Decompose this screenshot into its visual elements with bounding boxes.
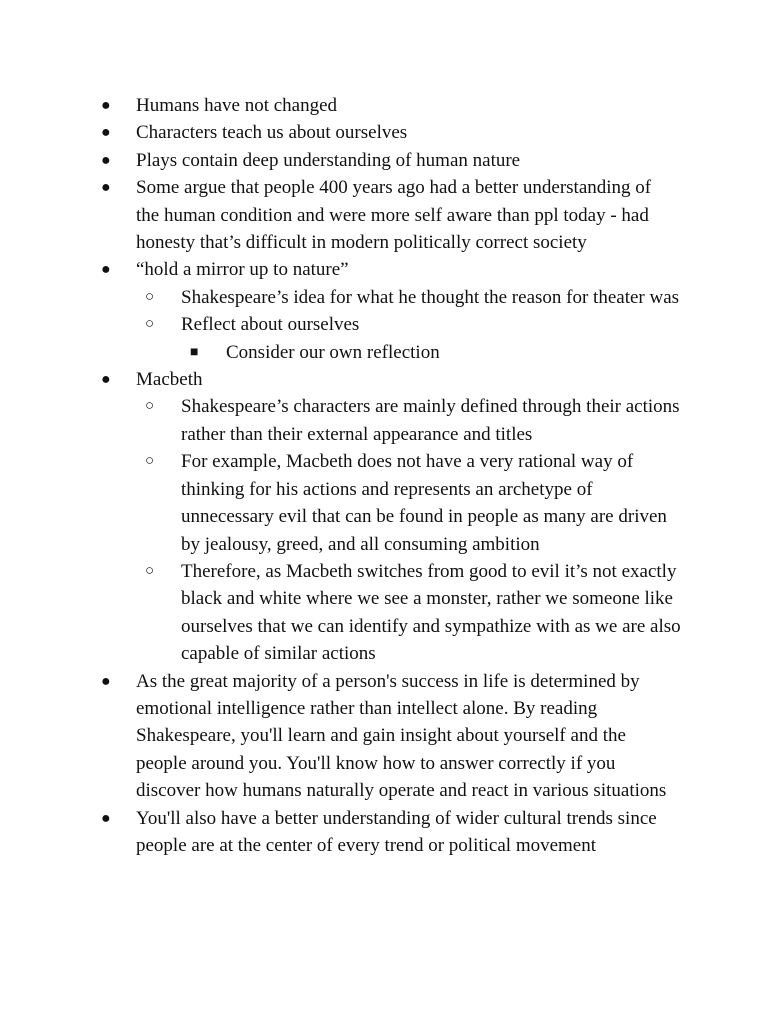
- list-item: [101, 366, 676, 393]
- list-item: [101, 147, 676, 174]
- list-item: [101, 119, 676, 146]
- bullet-dot-icon: ●: [101, 124, 111, 142]
- list-item-text: Some argue that people 400 years ago had a better understanding of the human condition and were more self aware than ppl today - had honesty that’s difficult in modern politically correct society: [136, 177, 652, 254]
- list-item-text: You'll also have a better understanding of wider cultural trends since people are at the center of every trend or political movement: [136, 807, 657, 856]
- sub-list-item: [145, 558, 681, 668]
- bullet-circle-icon: ○: [145, 562, 155, 579]
- list-item-text: For example, Macbeth does not have a very rational way of thinking for his actions and represents an archetype of unnecessary evil that can be found in people as many are driven by jealousy, greed, and all consuming ambition: [181, 451, 667, 555]
- list-item-text: Reflect about ourselves: [181, 314, 360, 336]
- bullet-dot-icon: ●: [101, 261, 111, 279]
- document-page: [0, 92, 768, 859]
- list-item-text: Consider our own reflection: [226, 341, 440, 363]
- list-item-text: Shakespeare’s characters are mainly defined through their actions rather than their external appearance and titles: [181, 396, 680, 445]
- bullet-dot-icon: ●: [101, 809, 111, 827]
- list-item: [101, 668, 676, 805]
- bullet-dot-icon: ●: [101, 151, 111, 169]
- list-item-text: “hold a mirror up to nature”: [136, 259, 349, 281]
- list-item-text: Therefore, as Macbeth switches from good to evil it’s not exactly black and white where we see a monster, rather we someone like ourselves that we can identify and sympathize with as we are also capable of similar actions: [181, 560, 681, 665]
- bullet-dot-icon: ●: [101, 371, 111, 389]
- list-item: [101, 805, 676, 860]
- bullet-circle-icon: ○: [145, 288, 155, 305]
- list-item-text: Plays contain deep understanding of human nature: [136, 149, 521, 171]
- bullet-dot-icon: ●: [101, 672, 111, 690]
- sub-list-item: [145, 393, 681, 448]
- sub-list-item: [145, 284, 681, 311]
- list-item: [101, 92, 676, 119]
- list-item: [101, 256, 676, 283]
- list-item-text: Humans have not changed: [136, 95, 338, 116]
- bullet-dot-icon: ●: [101, 97, 111, 114]
- bullet-square-icon: ■: [190, 344, 199, 360]
- sub-list-item: [145, 311, 681, 338]
- sub-list-item: [145, 448, 681, 558]
- list-item-text: As the great majority of a person's success in life is determined by emotional intelligence rather than intellect alone. By reading Shakespeare, you'll learn and gain insight about yourself and the people around you. You'll know how to answer correctly if you discover how humans naturally operate and react in various situations: [136, 670, 667, 802]
- list-item-text: Characters teach us about ourselves: [136, 122, 408, 144]
- list-item-text: Shakespeare’s idea for what he thought the reason for theater was: [181, 286, 680, 308]
- sub-sub-list-item: [190, 339, 676, 366]
- bullet-circle-icon: ○: [145, 453, 155, 470]
- bullet-circle-icon: ○: [145, 398, 155, 415]
- bullet-dot-icon: ●: [101, 179, 111, 197]
- list-item: [101, 174, 676, 256]
- list-item-text: Macbeth: [136, 369, 203, 391]
- bullet-circle-icon: ○: [145, 316, 155, 333]
